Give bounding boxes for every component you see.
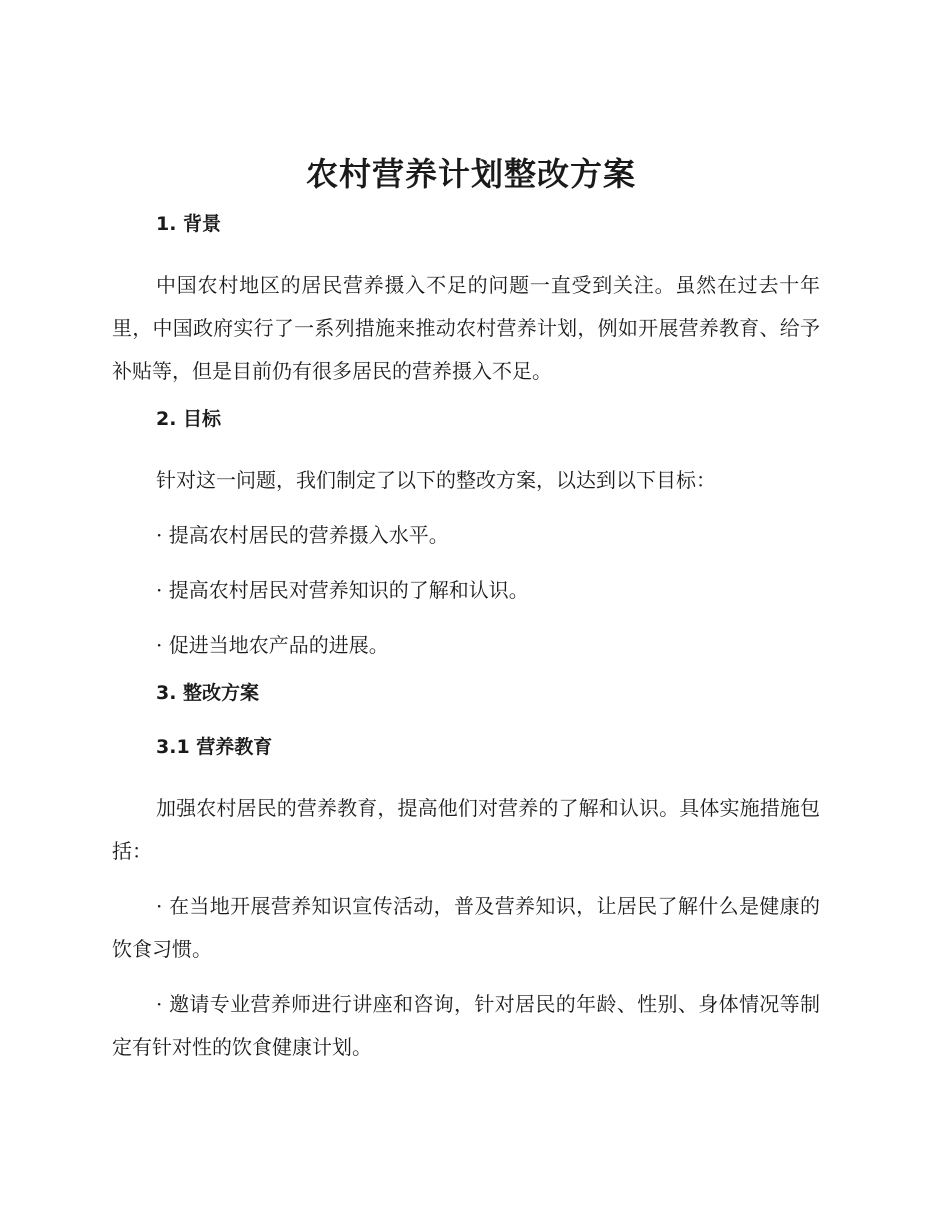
background-paragraph: 中国农村地区的居民营养摄入不足的问题一直受到关注。虽然在过去十年里，中国政府实行了一系列措施来推动农村营养计划，例如开展营养教育、给予补贴等，但是目前仍有很多居民的营养摄入不足。 bbox=[112, 273, 820, 383]
goal-item: · 提高农村居民的营养摄入水平。 bbox=[156, 523, 449, 547]
subsection-heading-education: 3.1 营养教育 bbox=[156, 736, 273, 758]
goals-intro-paragraph: 针对这一问题，我们制定了以下的整改方案，以达到以下目标： bbox=[156, 468, 716, 492]
document-title: 农村营养计划整改方案 bbox=[305, 155, 636, 193]
goal-item: · 提高农村居民对营养知识的了解和认识。 bbox=[156, 578, 529, 602]
goal-item: · 促进当地农产品的进展。 bbox=[156, 633, 389, 657]
education-item: · 在当地开展营养知识宣传活动，普及营养知识，让居民了解什么是健康的饮食习惯。 bbox=[112, 894, 820, 961]
section-heading-plan: 3. 整改方案 bbox=[156, 682, 260, 704]
education-paragraph: 加强农村居民的营养教育，提高他们对营养的了解和认识。具体实施措施包括： bbox=[112, 796, 820, 863]
section-heading-background: 1. 背景 bbox=[156, 213, 222, 235]
section-heading-goals: 2. 目标 bbox=[156, 408, 222, 430]
education-item: · 邀请专业营养师进行讲座和咨询，针对居民的年龄、性别、身体情况等制定有针对性的饮食健康计划。 bbox=[112, 992, 820, 1059]
